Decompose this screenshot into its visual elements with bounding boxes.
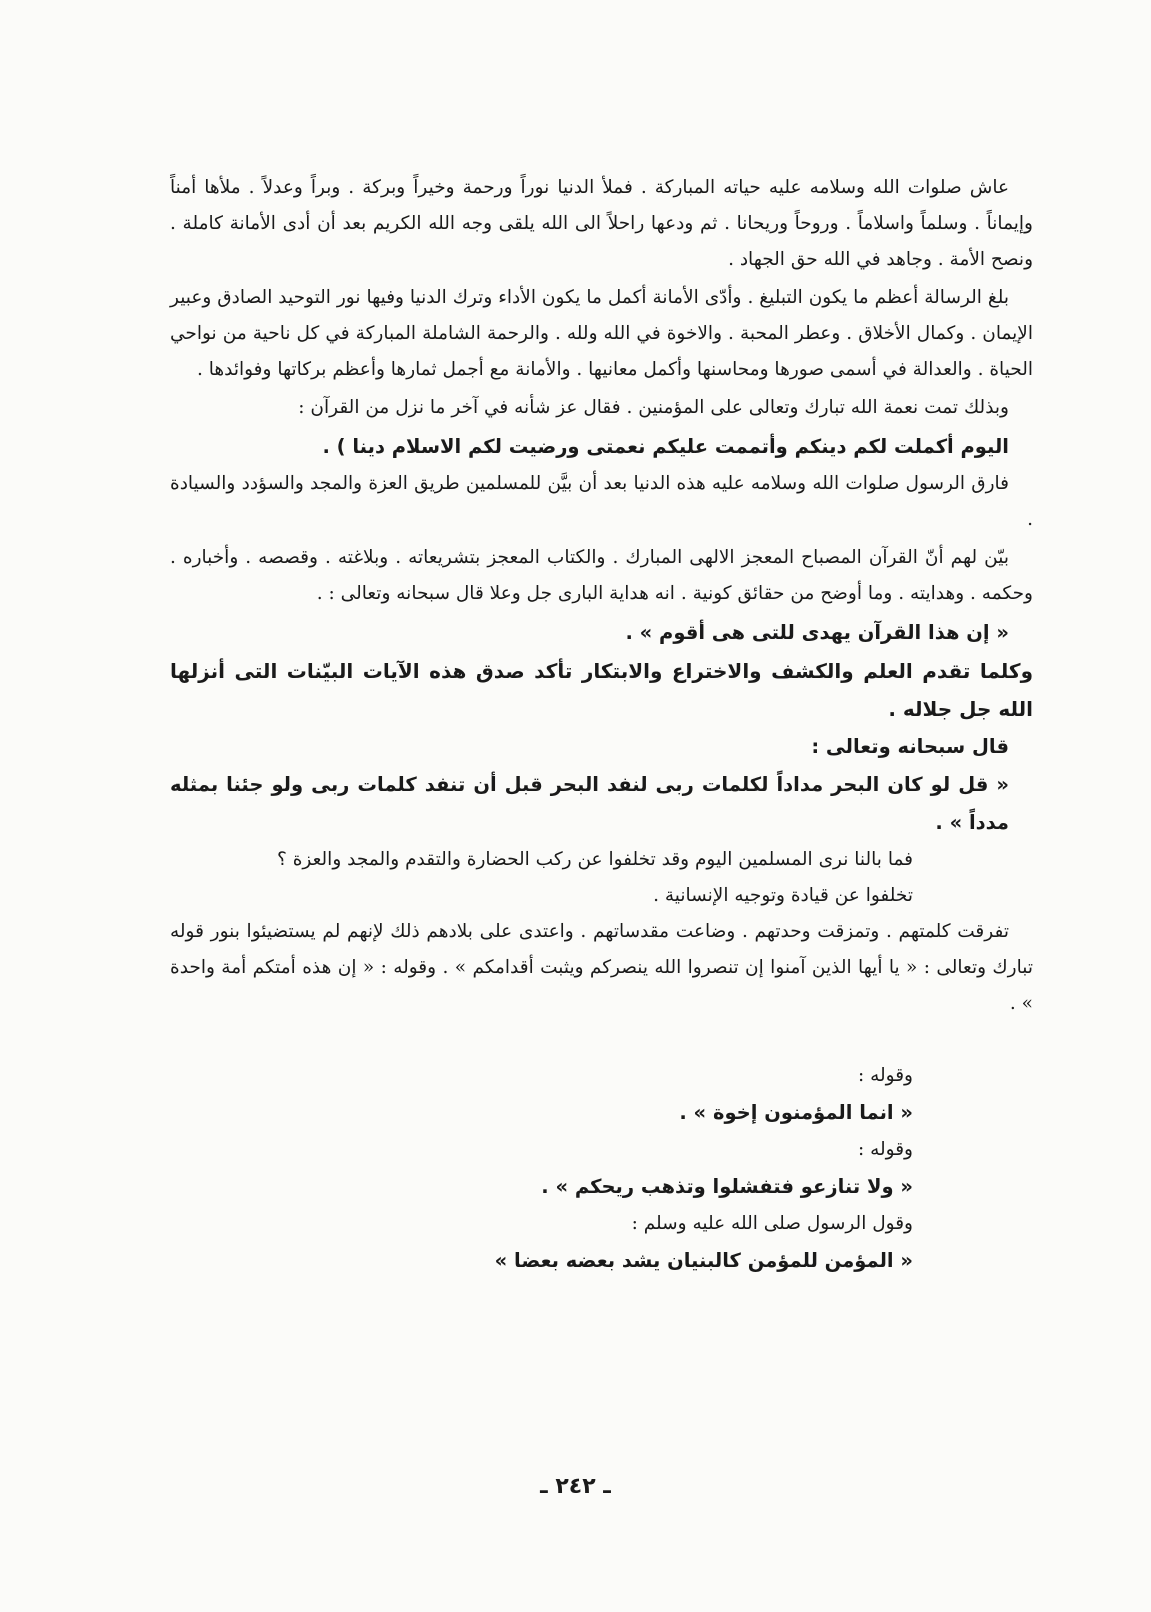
spacer (170, 1024, 1033, 1058)
page-body (170, 170, 1033, 1280)
quote-intro: وقوله : (857, 1065, 913, 1086)
quran-quote: « إن هذا القرآن يهدى للتى هى أقوم » . (625, 621, 1009, 644)
page-number: ـ ٢٤٢ ـ (540, 1474, 611, 1499)
paragraph: تفرقت كلمتهم . وتمزقت وحدتهم . وضاعت مقدساتهم . واعتدى على بلادهم ذلك لإنهم لم يستضيئوا بنور قوله تبارك وتعالى : « يا أيها الذين آمنوا إن تنصروا الله ينصركم ويثبت أقدامكم » . وقوله : « إن هذه أمتكم أمة واحدة » . (170, 921, 1033, 1014)
quran-quote: اليوم أكملت لكم دينكم وأتممت عليكم نعمتى ورضيت لكم الاسلام دينا ) . (322, 435, 1009, 458)
paragraph: فارق الرسول صلوات الله وسلامه عليه هذه الدنيا بعد أن بيَّن للمسلمين طريق العزة والمجد والسؤدد والسيادة . (170, 473, 1033, 530)
paragraph: بلغ الرسالة أعظم ما يكون التبليغ . وأدّى الأمانة أكمل ما يكون الأداء وترك الدنيا وفيها نور التوحيد الصادق وعبير الإيمان . وكمال الأخلاق . وعطر المحبة . والاخوة في الله ولله . والرحمة الشاملة المباركة في كل ناحية من نواحي الحياة . والعدالة في أسمى صورها ومحاسنها وأكمل معانيها . والأمانة مع أجمل ثمارها وأعظم بركاتها وفوائدها . (170, 287, 1033, 380)
bold-paragraph: وكلما تقدم العلم والكشف والاختراع والابتكار تأكد صدق هذه الآيات البيّنات التى أنزلها الله جل جلاله . (170, 659, 1033, 721)
quote-intro: وقول الرسول صلى الله عليه وسلم : (631, 1213, 913, 1234)
paragraph: بيّن لهم أنّ القرآن المصباح المعجز الالهى المبارك . والكتاب المعجز بتشريعاته . وبلاغته . وقصصه . وأخباره . وحكمه . وهدايته . وما أوضح من حقائق كونية . انه هداية البارى جل وعلا قال سبحانه وتعالى : . (170, 547, 1033, 604)
quran-quote: « قل لو كان البحر مداداً لكلمات ربى لنفد البحر قبل أن تنفد كلمات ربى ولو جئنا بمثله مدداً » . (170, 773, 1009, 834)
paragraph: تخلفوا عن قيادة وتوجيه الإنسانية . (653, 885, 913, 906)
quote-intro: قال سبحانه وتعالى : (811, 735, 1009, 758)
quran-quote: « انما المؤمنون إخوة » . (679, 1101, 913, 1124)
paragraph: وبذلك تمت نعمة الله تبارك وتعالى على المؤمنين . فقال عز شأنه في آخر ما نزل من القرآن : (298, 397, 1009, 418)
paragraph: عاش صلوات الله وسلامه عليه حياته المباركة . فملأ الدنيا نوراً ورحمة وخيراً وبركة . وبراً وعدلاً . ملأها أمناً وإيماناً . وسلماً واسلاماً . وروحاً وريحانا . ثم ودعها راحلاً الى الله يلقى وجه الله الكريم بعد أن أدى الأمانة كاملة . ونصح الأمة . وجاهد في الله حق الجهاد . (170, 177, 1033, 270)
hadith-quote: « المؤمن للمؤمن كالبنيان يشد بعضه بعضا » (494, 1249, 913, 1272)
paragraph: فما بالنا نرى المسلمين اليوم وقد تخلفوا عن ركب الحضارة والتقدم والمجد والعزة ؟ (277, 849, 913, 870)
quote-intro: وقوله : (857, 1139, 913, 1160)
quran-quote: « ولا تنازعو فتفشلوا وتذهب ريحكم » . (541, 1175, 913, 1198)
